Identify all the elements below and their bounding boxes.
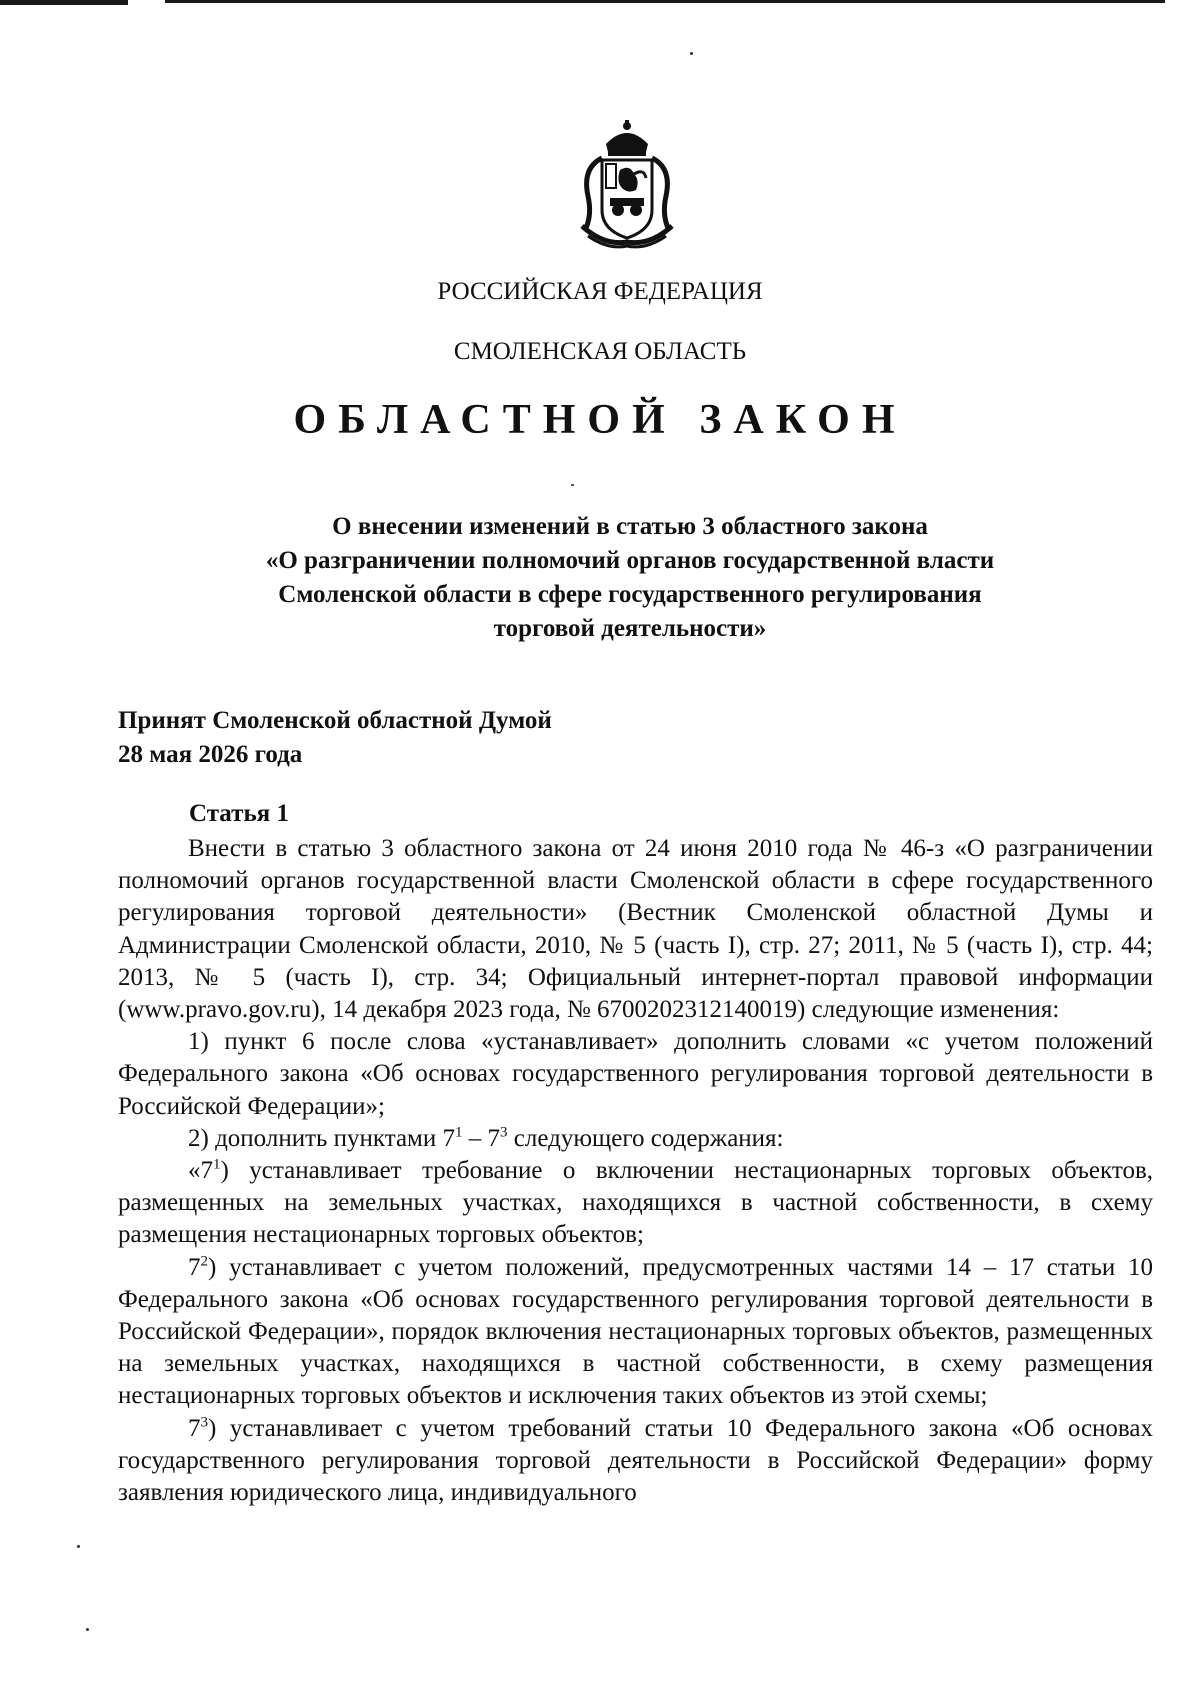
article-paragraph bbox=[118, 1123, 1153, 1155]
article-paragraph: 1) пункт 6 после слова «устанавливает» дополнить словами «с учетом положений Федерального закона «Об основах государственного регулирования торговой деятельности в Российской Федерации»; bbox=[118, 1028, 1153, 1120]
article-paragraph bbox=[118, 1252, 1153, 1413]
superscript: 3 bbox=[200, 1414, 208, 1431]
law-title-line: торговой деятельности» bbox=[493, 615, 767, 642]
paragraph-text: ) устанавливает требование о включении нестационарных торговых объектов, размещенных на земельных участках, находящихся в частной собственности, в схему размещения нестационарных торговых объектов; bbox=[118, 1157, 1153, 1249]
law-title-line: О внесении изменений в статью 3 областного закона bbox=[332, 513, 928, 540]
law-title-line: Смоленской области в сфере государственного регулирования bbox=[278, 581, 982, 608]
adoption-note bbox=[118, 704, 552, 772]
coat-of-arms-emblem bbox=[568, 118, 686, 250]
article-paragraph bbox=[118, 1413, 1153, 1510]
coat-of-arms-icon bbox=[568, 118, 686, 250]
superscript: 2 bbox=[200, 1253, 208, 1270]
paragraph-text: ) устанавливает с учетом требований статьи 10 Федерального закона «Об основах государственного регулирования торговой деятельности в Российской Федерации» форму заявления юридического лица, индивидуального bbox=[118, 1414, 1153, 1507]
scan-speck bbox=[571, 484, 574, 486]
scan-edge-mark bbox=[0, 0, 128, 5]
scan-speck bbox=[77, 1545, 80, 1548]
superscript: 1 bbox=[213, 1156, 221, 1173]
paragraph-text: 7 bbox=[188, 1414, 201, 1442]
paragraph-text: «7 bbox=[188, 1157, 213, 1185]
region-name: СМОЛЕНСКАЯ ОБЛАСТЬ bbox=[453, 338, 747, 365]
article-paragraph bbox=[118, 1155, 1153, 1252]
scan-speck bbox=[86, 1628, 89, 1631]
law-title-line: «О разграничении полномочий органов государственной власти bbox=[265, 547, 995, 574]
paragraph-text: – 7 bbox=[462, 1124, 501, 1152]
country-name: РОССИЙСКАЯ ФЕДЕРАЦИЯ bbox=[437, 278, 763, 305]
adoption-body: Принят Смоленской областной Думой bbox=[118, 707, 552, 734]
article-heading: Статья 1 bbox=[189, 800, 289, 827]
paragraph-text: 7 bbox=[188, 1253, 201, 1281]
adoption-date: 28 мая 2026 года bbox=[118, 741, 303, 768]
scan-edge-line bbox=[165, 0, 1165, 3]
paragraph-text: следующего содержания: bbox=[507, 1124, 784, 1152]
document-type: ОБЛАСТНОЙ ЗАКОН bbox=[293, 397, 907, 443]
article-paragraph: Внести в статью 3 областного закона от 24 июня 2010 года № 46-з «О разграничении полномочий органов государственной власти Смоленской области в сфере государственного регулирования торговой деятельности» (Вестник Смоленской областной Думы и Администрации Смоленской области, 2010, № 5 (часть I), стр. 27; 2011, № 5 (часть I), стр. 44; 2013, № 5 (часть I), стр. 34; Официальный интернет-портал правовой информации (www.pravo.gov.ru), 14 декабря 2023 года, № 6700202312140019) следующие изменения: bbox=[118, 835, 1153, 1024]
article-body bbox=[118, 833, 1153, 1509]
law-title bbox=[120, 510, 1140, 646]
superscript: 1 bbox=[455, 1124, 463, 1141]
paragraph-text: 2) дополнить пунктами 7 bbox=[188, 1124, 456, 1152]
superscript: 3 bbox=[500, 1124, 508, 1141]
paragraph-text: ) устанавливает с учетом положений, предусмотренных частями 14 – 17 статьи 10 Федерального закона «Об основах государственного регулирования торговой деятельности в Российской Федерации», порядок включения нестационарных торговых объектов, размещенных на земельных участках, находящихся в частной собственности, в схему размещения нестационарных торговых объектов и исключения таких объектов из этой схемы; bbox=[118, 1253, 1153, 1410]
scan-speck bbox=[690, 52, 693, 55]
